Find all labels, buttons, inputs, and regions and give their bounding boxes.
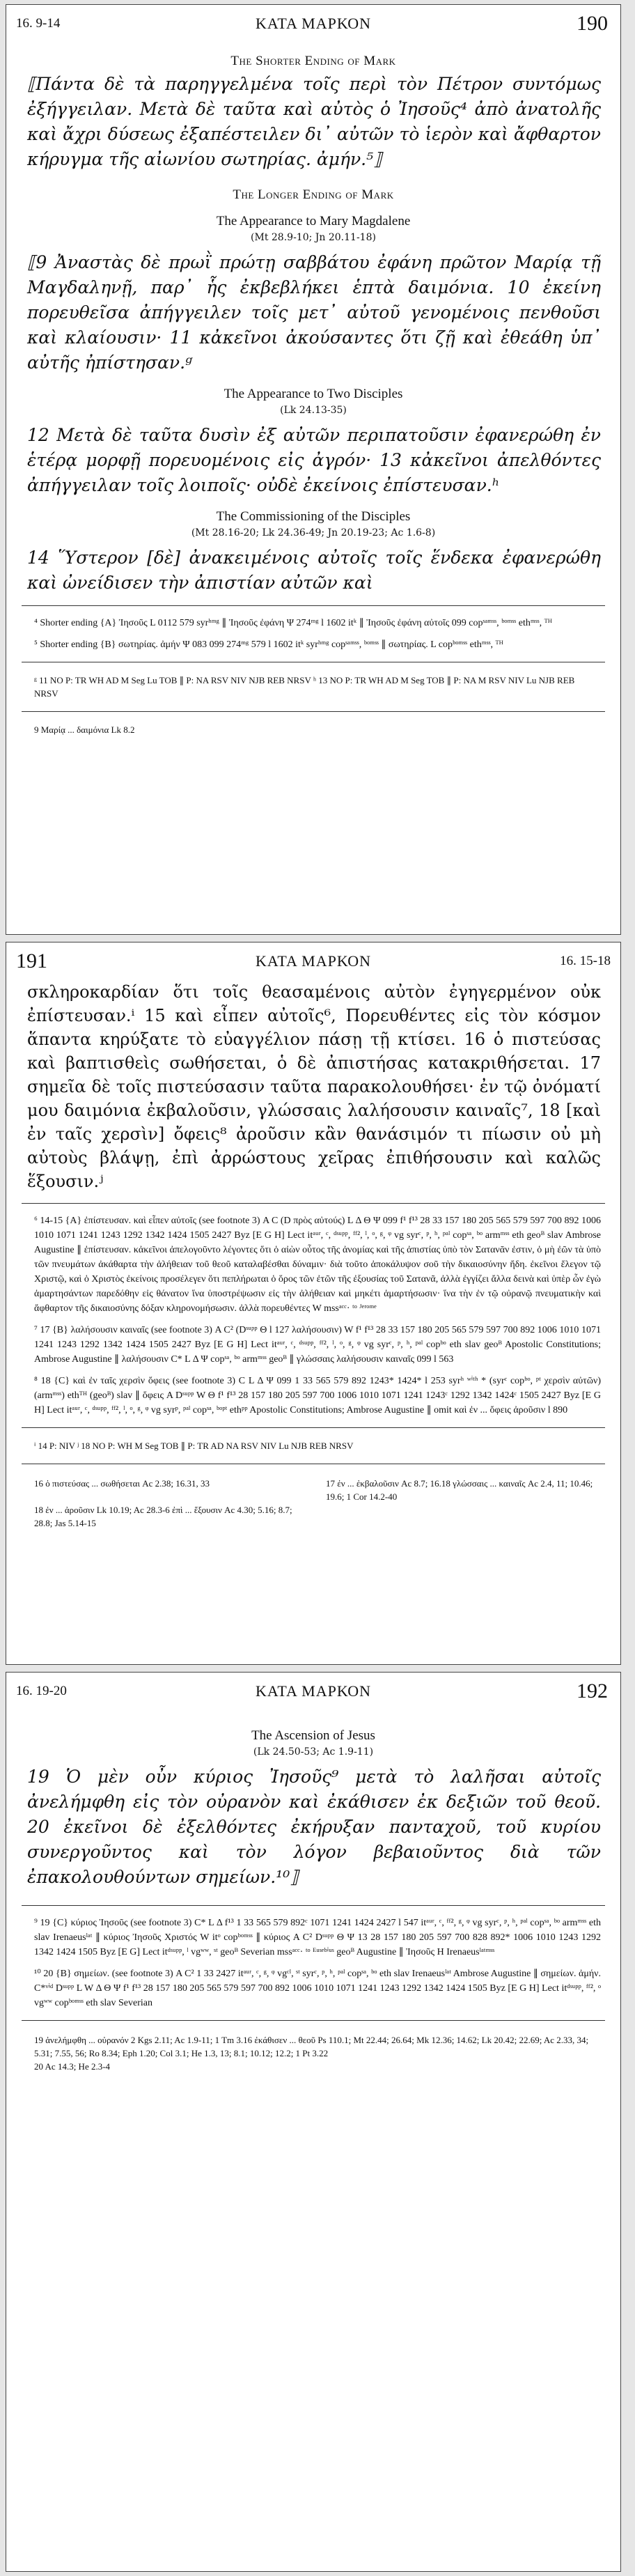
parallel-references: (Lk 24.50-53; Ac 1.9-11) — [253, 1746, 374, 1758]
greek-text-shorter-ending: ⟦Πάντα δὲ τὰ παρηγγελμένα τοῖς περὶ τὸν Πέτρον συντόμως ἐξήγγειλαν. Μετὰ δὲ ταῦτα καὶ αὐτὸς ὁ Ἰησοῦς⁴ ἀπὸ ἀνατολῆς καὶ ἄχρι δύσεως ἐξαπέστειλεν δι᾽ αὐτῶν τὸ ἱερὸν καὶ ἄφθαρτον κήρυγμα τῆς αἰωνίου σωτηρίας. ἀμήν.⁵⟧ — [27, 74, 601, 169]
parallel-references: (Mt 28.16-20; Lk 24.36-49; Jn 20.19-23; Ac 1.6-8) — [191, 527, 436, 538]
apparatus-footnote-7: ⁷ 17 {B} λαλήσουσιν καιναῖς (see footnote 3) A C² (Dˢᵘᵖᵖ Θ l 127 λαλήσουσιν) W f¹ f¹³ 28 33 157 180 205 565 579 597 700 892 1006 1010 1071 1241 1243 1292 1342 1424 1505 2427 Byz [E G H] Lect itᵃᵘʳ, ᶜ, ᵈˢᵘᵖᵖ, ᶠᶠ², ˡ, ᵒ, ᵍ, ᵠ vg syrᶜ, ᵖ, ʰ, ᵖᵃˡ copᵇᵒ eth slav geoᴮ Apostolic Constitutions; Ambrose Augustine ∥ λαλήσουσιν C* L Δ Ψ copˢᵃ, ᵇᵒ armᵐˢˢ geoᴮ ∥ γλώσσαις λαλήσουσιν καιναῖς 099 l 563 — [34, 1325, 601, 1365]
apparatus-footnote-10: ¹⁰ 20 {B} σημείων. (see footnote 3) A C² 1 33 2427 itᵃᵘʳ, ᶜ, ᵍ, ᵠ vgᶜˡ, ˢᵗ syrᶜ, ᵖ, ʰ, ᵖᵃˡ copˢᵃ, ᵇᵒ eth slav Irenaeusˡᵃᵗ Ambrose Augustine ∥ σημείων. ἀμήν. C*ᵛⁱᵈ Dˢᵘᵖᵖ L W Δ Θ Ψ f¹ f¹³ 28 157 180 205 565 579 597 700 892 1006 1010 1071 1241 1243 1292 1342 1424 1505 Byz [E G H] Lect itᵈˢᵘᵖᵖ, ᶠᶠ², ᵒ vgʷʷ copᵇᵒᵐˢˢ eth slav Severian — [34, 1969, 601, 2008]
greek-text-verses-19-20: 19 Ὁ μὲν οὖν κύριος Ἰησοῦς⁹ μετὰ τὸ λαλῆσαι αὐτοῖς ἀνελήμφθη εἰς τὸν οὐρανὸν καὶ ἐκάθισεν ἐκ δεξιῶν τοῦ θεοῦ. 20 ἐκεῖνοι δὲ ἐξελθόντες ἐκήρυξαν πανταχοῦ, τοῦ κυρίου συνεργοῦντος καὶ τὸν λόγον βεβαιοῦντος διὰ τῶν ἐπακολουθούντων σημείων.¹⁰⟧ — [27, 1767, 601, 1887]
cross-references — [6, 1474, 620, 1534]
section-heading: The Shorter Ending of Mark — [230, 54, 396, 68]
page-header — [6, 1673, 620, 1710]
running-title: ΚΑΤΑ ΜΑΡΚΟΝ — [255, 15, 372, 32]
discourse-segmentation-note: ⁱ 14 P: NIV ʲ 18 NO P: WH M Seg TOB ∥ P: TR AD NA RSV NIV Lu NJB REB NRSV — [34, 1441, 354, 1451]
cross-reference: 9 Μαρίᾳ ... δαιμόνια Lk 8.2 — [34, 724, 135, 735]
divider — [22, 605, 605, 606]
divider — [22, 2020, 605, 2021]
page-190 — [6, 4, 621, 935]
greek-text-verses-14-18: σκληροκαρδίαν ὅτι τοῖς θεασαμένοις αὐτὸν ἐγηγερμένον οὐκ ἐπίστευσαν.ⁱ 15 καὶ εἶπεν αὐτοῖς⁶, Πορευθέντες εἰς τὸν κόσμον ἅπαντα κηρύξατε τὸ εὐαγγέλιον πάσῃ τῇ κτίσει. 16 ὁ πιστεύσας καὶ βαπτισθεὶς σωθήσεται, ὁ δὲ ἀπιστήσας κατακριθήσεται. 17 σημεῖα δὲ τοῖς πιστεύσασιν ταῦτα παρακολουθήσει· ἐν τῷ ὀνόματί μου δαιμόνια ἐκβαλοῦσιν, γλώσσαις λαλήσουσιν καιναῖς⁷, 18 [καὶ ἐν ταῖς χερσὶν] ὄφεις⁸ ἀροῦσιν κἂν θανάσιμόν τι πίωσιν οὐ μὴ αὐτοὺς βλάψῃ, ἐπὶ ἀρρώστους χεῖρας ἐπιθήσουσιν καὶ καλῶς ἕξουσιν.ʲ — [27, 982, 601, 1191]
page-header — [6, 5, 620, 42]
page-192 — [6, 1672, 621, 2572]
apparatus-footnote-6: ⁶ 14-15 {A} ἐπίστευσαν. καὶ εἶπεν αὐτοῖς (see footnote 3) A C (D πρὸς αὐτούς) L Δ Θ Ψ 099 f¹ f¹³ 28 33 157 180 205 565 579 597 700 892 1006 1010 1071 1241 1243 1292 1342 1424 1505 2427 Byz [E G H] Lect itᵃᵘʳ, ᶜ, ᵈˢᵘᵖᵖ, ᶠᶠ², ˡ, ᵒ, ᵍ, ᵠ vg syrᶜ, ᵖ, ʰ, ᵖᵃˡ copˢᵃ, ᵇᵒ armᵐˢˢ eth geoᴮ slav Ambrose Augustine ∥ ἐπίστευσαν. κἀκεῖνοι ἀπελογοῦντο λέγοντες ὅτι ὁ αἰὼν οὗτος τῆς ἀνομίας καὶ τῆς ἀπιστίας ὑπὸ τὸν Σατανᾶν ἐστιν, ὁ μὴ ἐῶν τὰ ὑπὸ τῶν πνευμάτων ἀκάθαρτα τὴν ἀλήθειαν τοῦ θεοῦ καταλαβέσθαι δύναμιν· διὰ τοῦτο ἀποκάλυψον σοῦ τὴν δικαιοσύνην ἤδη. ἐκεῖνοι ἔλεγον τῷ Χριστῷ, καὶ ὁ Χριστὸς ἐκείνοις προσέλεγεν ὅτι πεπλήρωται ὁ ὅρος τῶν ἐτῶν τῆς ἐξουσίας τοῦ Σατανᾶ, ἀλλὰ ἐγγίζει ἄλλα δεινὰ καὶ ὑπὲρ ὧν ἐγὼ ἁμαρτησάντων παρεδόθην εἰς θάνατον ἵνα ὑποστρέψωσιν εἰς τὴν ἀλήθειαν καὶ μηκέτι ἁμαρτήσωσιν· ἵνα τὴν ἐν τῷ οὐρανῷ πνευματικὴν καὶ ἄφθαρτον τῆς δικαιοσύνης δόξαν κληρονομήσωσιν. ἀλλὰ πορευθέντες W mssᵃᶜᶜ· ᵗᵒ ᴶᵉʳᵒᵐᵉ — [34, 1216, 601, 1314]
chapter-verse-ref: 16. 19-20 — [16, 1684, 67, 1698]
greek-text-verses-12-13: 12 Μετὰ δὲ ταῦτα δυσὶν ἐξ αὐτῶν περιπατοῦσιν ἐφανερώθη ἐν ἑτέρᾳ μορφῇ πορευομένοις εἰς ἀγρόν· 13 κἀκεῖνοι ἀπελθόντες ἀπήγγειλαν τοῖς λοιποῖς· οὐδὲ ἐκείνοις ἐπίστευσαν.ʰ — [27, 425, 601, 495]
discourse-segmentation-note: ᵍ 11 NO P: TR WH AD M Seg Lu TOB ∥ P: NA RSV NIV NJB REB NRSV ʰ 13 NO P: TR WH AD M Seg TOB ∥ P: NA M RSV NIV Lu NJB REB NRSV — [34, 675, 575, 699]
pericope-heading: The Commissioning of the Disciples — [216, 509, 411, 524]
divider — [22, 1427, 605, 1428]
divider — [22, 1905, 605, 1906]
chapter-verse-ref: 16. 9-14 — [16, 16, 61, 31]
pericope-heading: The Appearance to Mary Magdalene — [216, 214, 411, 228]
apparatus-footnote-8: ⁸ 18 {C} καὶ ἐν ταῖς χερσὶν ὄφεις (see footnote 3) C L Δ Ψ 099 1 33 565 579 892 1243* 1424* l 253 syrʰ ʷⁱᵗʰ * (syrᶜ copᵇᵒ, ᵖᵗ χερσὶν αὐτῶν) (armᵐˢˢ) ethᵀᴴ (geoᴮ) slav ∥ ὄφεις A Dˢᵘᵖᵖ W Θ f¹ f¹³ 28 157 180 205 597 700 1006 1010 1071 1241 1243ᶜ 1292 1342 1424ᶜ 1505 2427 Byz [E G H] Lect itᵃᵘʳ, ᶜ, ᵈˢᵘᵖᵖ, ᶠᶠ², ˡ, ᵒ, ᵍ, ᵠ vg syrᵖ, ᵖᵃˡ copˢᵃ, ᵇᵒᵖᵗ ethᵖᵖ Apostolic Constitutions; Ambrose Augustine ∥ omit καὶ ἐν ... ὄφεις ἀροῦσιν l 890 — [34, 1376, 601, 1415]
cross-reference: 16 ὁ πιστεύσας ... σωθήσεται Ac 2.38; 16.31, 33 — [34, 1478, 210, 1489]
greek-text-verse-14: 14 Ὕστερον [δὲ] ἀνακειμένοις αὐτοῖς τοῖς ἕνδεκα ἐφανερώθη καὶ ὠνείδισεν τὴν ἀπιστίαν αὐτῶν καὶ — [27, 548, 601, 593]
page-number: 192 — [577, 1679, 608, 1702]
pericope-heading: The Ascension of Jesus — [251, 1728, 375, 1743]
parallel-references: (Mt 28.9-10; Jn 20.11-18) — [251, 232, 376, 243]
chapter-verse-ref: 16. 15-18 — [560, 954, 611, 968]
page-header — [6, 942, 620, 980]
cross-reference: 17 ἐν ... ἐκβαλοῦσιν Ac 8.7; 16.18 γλώσσαις ... καιναῖς Ac 2.4, 11; 10.46; 19.6; 1 Cor 14.2-40 — [326, 1478, 593, 1502]
apparatus-footnote-4: ⁴ Shorter ending {A} Ἰησοῦς L 0112 579 syrʰᵐᵍ ∥ Ἰησοῦς ἐφάνη Ψ 274ᵐᵍ l 1602 itᵏ ∥ Ἰησοῦς ἐφάνη αὐτοῖς 099 copˢᵃᵐˢˢ, ᵇᵒᵐˢˢ ethᵐˢˢ, ᵀᴴ — [34, 618, 552, 628]
section-heading: The Longer Ending of Mark — [233, 187, 394, 202]
divider — [22, 711, 605, 712]
greek-text-verses-9-11: ⟦9 Ἀναστὰς δὲ πρωῒ πρώτῃ σαββάτου ἐφάνη πρῶτον Μαρίᾳ τῇ Μαγδαληνῇ, παρ᾽ ἧς ἐκβεβλήκει ἑπτὰ δαιμόνια. 10 ἐκείνη πορευθεῖσα ἀπήγγειλεν τοῖς μετ᾽ αὐτοῦ γενομένοις πενθοῦσι καὶ κλαίουσιν· 11 κἀκεῖνοι ἀκούσαντες ὅτι ζῇ καὶ ἐθεάθη ὑπ᾽ αὐτῆς ἠπίστησαν.ᵍ — [27, 252, 601, 373]
cross-references — [6, 2031, 620, 2077]
page-number: 191 — [16, 949, 47, 972]
running-title: ΚΑΤΑ ΜΑΡΚΟΝ — [255, 1682, 372, 1700]
page-191 — [6, 942, 621, 1665]
apparatus-footnote-9: ⁹ 19 {C} κύριος Ἰησοῦς (see footnote 3) C* L Δ f¹³ 1 33 565 579 892ᶜ 1071 1241 1424 2427 l 547 itᵃᵘʳ, ᶜ, ᶠᶠ², ᵍ, ᵠ vg syrᶜ, ᵖ, ʰ, ᵖᵃˡ copˢᵃ, ᵇᵒ armᵐˢˢ eth slav Irenaeusˡᵃᵗ ∥ κύριος Ἰησοῦς Χριστός W itᵒ copᵇᵒᵐˢˢ ∥ κύριος A C² Dˢᵘᵖᵖ Θ Ψ 13 28 157 180 205 597 700 828 892* 1006 1010 1243 1292 1342 1424 1505 Byz [E G] Lect itᵈˢᵘᵖᵖ, ˡ vgʷʷ, ˢᵗ geoᴮ Severian mssᵃᶜᶜ· ᵗᵒ ᴱᵘˢᵉᵇⁱᵘˢ geoᴮ Augustine ∥ Ἰησοῦς H Irenaeusˡᵃᵗᵐˢˢ — [34, 1918, 601, 1957]
apparatus-footnote-5: ⁵ Shorter ending {B} σωτηρίας. ἀμήν Ψ 083 099 274ᵐᵍ 579 l 1602 itᵏ syrʰᵐᵍ copˢᵃᵐˢˢ, ᵇᵒᵐˢˢ ∥ σωτηρίας. L copᵇᵒᵐˢˢ ethᵐˢˢ, ᵀᴴ — [34, 639, 503, 650]
cross-reference: 19 ἀνελήμφθη ... οὐρανόν 2 Kgs 2.11; Ac 1.9-11; 1 Tm 3.16 ἐκάθισεν ... θεοῦ Ps 110.1; Mt 22.44; 26.64; Mk 12.36; 14.62; Lk 20.42; 22.69; Ac 2.33, 34; 5.31; 7.55, 56; Ro 8.34; Eph 1.20; Col 3.1; He 1.3, 13; 8.1; 10.12; 12.2; 1 Pt 3.22 — [34, 2035, 589, 2058]
parallel-references: (Lk 24.13-35) — [280, 405, 347, 416]
divider — [22, 1203, 605, 1204]
cross-reference: 20 Ac 14.3; He 2.3-4 — [34, 2061, 111, 2072]
running-title: ΚΑΤΑ ΜΑΡΚΟΝ — [255, 952, 372, 970]
page-number: 190 — [577, 12, 608, 35]
pericope-heading: The Appearance to Two Disciples — [224, 387, 403, 401]
cross-reference: 18 ἐν ... ἀροῦσιν Lk 10.19; Ac 28.3-6 ἐπὶ ... ἕξουσιν Ac 4.30; 5.16; 8.7; 28.8; Jas 5.14-15 — [34, 1505, 292, 1528]
